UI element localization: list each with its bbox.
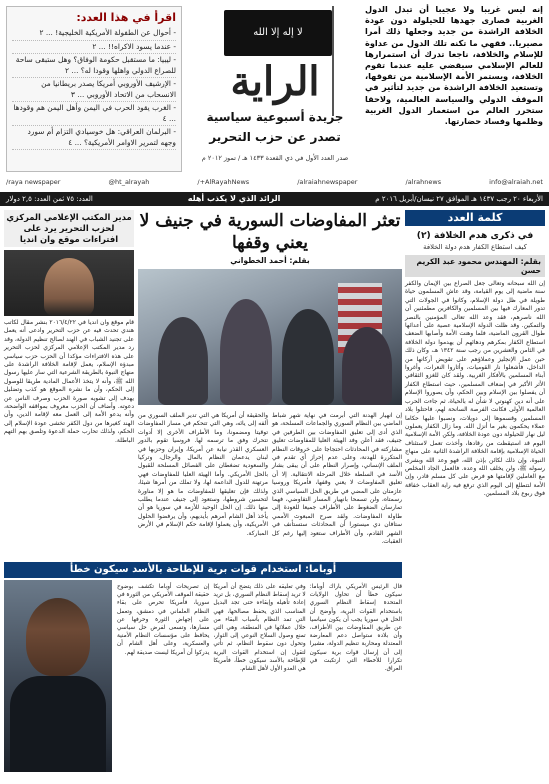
lead-body-columns xyxy=(138,409,402,547)
lead-author: بقلم: أحمد الخطواني xyxy=(230,256,310,265)
black-banner-flag: لا إله إلا الله xyxy=(224,10,332,56)
toc-title: اقرأ في هذا العدد: xyxy=(76,11,176,24)
twitter-link[interactable]: @ht_alrayah xyxy=(108,178,150,186)
masthead xyxy=(0,0,549,186)
newspaper-logo xyxy=(186,6,364,174)
toc-item[interactable]: - أحوال عن الطفولة الأمريكية الخليجية! ... ٢ xyxy=(12,27,176,41)
youtube-link[interactable]: /raya newspaper xyxy=(6,178,61,186)
bottom-article xyxy=(4,580,402,776)
toc-item[interactable]: - ليبيا: ما مستقبل حكومة الوفاق؟ وهل ستبقى ساحة للصراع الدولي واهلها وقودا له؟ ... ٢ xyxy=(12,54,176,78)
toc-item[interactable]: - البرلمان العراقي: هل خوسيادي التزام أم سورد وجهه لتمرير الاوامر الأمريكية؟ ... ٤ xyxy=(12,126,176,150)
news-headline[interactable]: مدير المكتب الإعلامي المركزي لحزب التحرير يرد على افتراءات موقع وان انديا xyxy=(4,210,134,247)
person-suit xyxy=(10,676,106,772)
email-link[interactable]: info@alraiah.net xyxy=(489,178,543,186)
spokesman-photo xyxy=(4,250,134,316)
article-author: بقلم: المهندس محمود عبد الكريم حسن xyxy=(405,255,545,277)
toc-item[interactable]: - الإرشيف الأوروبي أمريكا يصدر بريطانيا من الانسحاب من الاتحاد الأوروبي ... ٣ xyxy=(12,78,176,102)
web-link[interactable]: /alrahnews xyxy=(405,178,442,186)
founding-date: صدر العدد الأول في ذي القعدة ١٤٣٣ هـ / تموز ٢٠١٢ م xyxy=(201,154,349,162)
editorial-quote: إنه ليس غريبا ولا عجيبا أن تبدل الدول الغربية قصارى جهدها للحيلولة دون عودة الخلافة الراشدة من جديد وجعلها ذلك أمرا مصيريا.. فقهي ما تكنه تلك الدول من عداوة للإسلام والخلافة، ناجعا تدرك أن استمرارها للعالم الإسلامي سيقضي عليه عندما تقوم الخلافة، ويستمر الأمة الإسلامية من تفوقها، وتستعيد الخلافة الراشدة من جديد لتأثير في الموقف الدولي والسياسة العالمية، ولاحقا ستحرر العالم من استعمار الدول الغربية وظلمها وفساد حضارتها. xyxy=(365,4,543,127)
logo-wordmark: الراية xyxy=(230,58,320,105)
article-headline[interactable]: في ذكرى هدم الخلافة (٢) xyxy=(416,230,534,241)
bottom-body: إن تصريحات أوباما تكشف بوضوح حقيقة الموقف الأمريكي من الثورة في سوريا، فأمريكا تحرص على بقاء النظام العلماني في دمشق، وتعمل على إجهاض الثورة وحرفها عن مسارها، وتسعى لفرض حل سياسي يحافظ على مؤسسات النظام الأمنية والعسكرية، وعلى أهل الشام أن يدركوا أن أمريكا ليست صديقة لهم. xyxy=(117,584,210,656)
person-figure xyxy=(158,317,208,405)
editorial-column xyxy=(405,210,545,780)
date-bar xyxy=(0,192,549,206)
obama-photo xyxy=(4,580,112,772)
issue-number: العدد: ٧٥ ثمن العدد: ٢,٥ دولار xyxy=(6,195,93,203)
bottom-body-columns xyxy=(117,580,402,776)
slogan: الرائد الذي لا يكذب أهله xyxy=(187,194,281,203)
person-figure xyxy=(220,299,272,405)
social-links-bar xyxy=(0,178,549,190)
negotiations-photo xyxy=(138,269,402,405)
bottom-body: قال الرئيس الأمريكي باراك أوباما: سيكون خطأ أن تحاول الولايات المتحدة إسقاط النظام السوري باستخدام القوات البرية، وأوضح أن الحل في سوريا يجب أن يكون سياسيا عن طريق المفاوضات بين الأطراف، وأن بلاده ستواصل دعم المعارضة المعتدلة ومحاربة تنظيم الدولة، مشيرا إلى أن إرسال قوات برية سيكون تكرارا للأخطاء التي ارتكبت في العراق. xyxy=(309,584,402,673)
person-head xyxy=(26,598,90,676)
article-subheadline: كيف استطاع الكفار هدم دولة الخلافة xyxy=(423,243,527,251)
logo-subtitle: جريدة أسبوعية سياسية xyxy=(206,110,344,124)
lead-body: إن انهيار الهدنة التي أبرمت في نهاية شهر شباط الماضي بين النظام السوري والجماعات المسلحة، هو الذي أدى إلى تعليق المفاوضات بين الطرفين في جنيف، فقد أعلن وفد الهيئة العليا للمفاوضات تعليق مشاركته في المحادثات احتجاجا على خروقات النظام المتكررة للهدنة، وعلى عدم إحراز أي تقدم في الملف الإنساني، وإصرار النظام على أن يبقى بشار الأسد في السلطة خلال المرحلة الانتقالية. إلا أن تعليق المفاوضات لا يعني وقفها، فأمريكا وروسيا عازمتان على المضي في طريق الحل السياسي الذي رسمتاه، ولن تسمحا بانهيار المسار التفاوضي، فهما تمارسان الضغوط على الأطراف جميعا للعودة إلى طاولة المفاوضات. ولقد صرح المبعوث الأممي ستافان دي ميستورا أن المحادثات ستستأنف في الشهر القادم، وأن الأطراف ستعود إليها رغم كل العقبات. xyxy=(272,412,402,546)
lead-headline[interactable]: تعثر المفاوضات السورية في جنيف لا يعني وقفها xyxy=(139,211,401,253)
section-title: كلمة العدد xyxy=(405,210,545,226)
news-body: قام موقع وان انديا في ٢٠١٦/٤/٢٢ بنشر مقال لكاتب هندي تحدث فيه عن حزب التحرير وادعى أنه يعمل على تجنيد الشباب في الهند لصالح تنظيم الدولة، وقد رد مدير المكتب الإعلامي المركزي لحزب التحرير على هذه الافتراءات مؤكدا أن الحزب حزب سياسي مبدؤه الإسلام، يعمل لإقامة الخلافة الراشدة على منهاج النبوة بالطريقة الشرعية التي سار عليها رسول الله ﷺ، وأنه لا يتخذ الأعمال المادية طريقا للوصول إلى الحكم، وأن ما نشره الموقع هو كذب وتضليل يهدف إلى تشويه صورة الحزب وصرف الناس عن دعوته. وأضاف أن الحزب معروف بمواقفه الواضحة، وأنه يدعو الأمة إلى العمل معه لإقامة الدين، وأن الهند كغيرها من دول الكفر تخشى عودة الإسلام إلى الحكم، ولذلك تحارب حملة الدعوة وتلصق بهم التهم الباطلة. xyxy=(4,319,134,444)
person-figure xyxy=(342,327,392,405)
person-figure xyxy=(282,309,334,405)
google-plus-link[interactable]: /+AlRayahNews xyxy=(197,178,250,186)
toc-item[interactable]: - عندما يسود الاكراه!! ... ٢ xyxy=(12,41,176,55)
article-body: إن الله سبحانه وتعالى جعل الصراع بين الإيمان والكفر سنة ماضية إلى يوم القيامة، وقد عاش المسلمون حياة طويلة في ظل دولة الإسلام، وكانوا في الجولات التي تدور المعارك فيها بين المسلمين والكافرين مطمئنين أن الله ناصرهم، فقد وعد الله تعالى المؤمنين بالنصر والتمكين. وقد ظلت الدولة الإسلامية عصية على أعدائها طوال القرون الماضية، فلما وهنت الأمة وأصابها الضعف استطاع الكفار بمكرهم ودهائهم أن يهدموا دولة الخلافة في الثامن والعشرين من رجب سنة ١٣٤٢ هـ، وكان ذلك حين عمل الإنجليز وعملاؤهم على تقويض أركانها من الداخل، فأشعلوا نار القوميات، وأثاروا النعرات، وأغروا أبناء المسلمين بالأفكار الغربية. ولقد كان للغزو الثقافي الأثر الأكبر في إضعاف المسلمين، حيث استطاع الكفار أن يفصلوا بين الإسلام وبين الحكم، وأن يصوروا الإسلام على أنه دين كهنوتي لا شأن له بالحياة، ثم جاءت الحرب العالمية الأولى فكانت الفرصة السانحة لهم، فاحتلوا بلاد المسلمين وقسموها إلى دويلات، ونصبوا عليها حكاما عملاء يحكمون بغير ما أنزل الله. وما زال الكفار يعملون ليل نهار للحيلولة دون عودة الخلافة، ولكن الأمة الإسلامية اليوم قد استيقظت من رقادها، وأخذت تعمل لاستئناف الحياة الإسلامية بإقامة الخلافة الراشدة الثانية على منهاج النبوة، وإن ذلك لكائن بإذن الله، فهو وعد الله وبشرى رسوله ﷺ، ولن يخلف الله وعده. فالعمل الجاد المخلص مع العاملين لإقامتها هو فرض على كل مسلم قادر، وإن الأمة لتتطلع إلى اليوم الذي ترفع فيه راية العقاب خفاقة فوق ربوع بلاد المسلمين. xyxy=(405,280,546,498)
bottom-body: وفي تعليقه على ذلك يتضح أن أمريكا لا تريد إسقاط النظام السوري، بل تريد إعادة تأهيله وإبقاءه حتى تجد البديل المناسب الذي يحفظ مصالحها، فهي التي تمد النظام بأسباب البقاء من خلال عملائها في المنطقة، وهي التي تمنع وصول السلاح النوعي إلى الثوار، وتحول دون سقوط النظام، ثم تأتي لتقول إن استخدام القوات البرية للإطاحة بالأسد سيكون خطأ، فأمريكا هي العدو الأول لأهل الشام. xyxy=(213,584,306,673)
lead-body: والحقيقة أن أمريكا هي التي تدير الملف السوري من ألفه إلى يائه، وهي التي تتحكم في مسار المفاوضات توقيتا ومضمونا، وما الأطراف الأخرى إلا أدوات تتحرك وفق ما ترسمه لها. فروسيا تقوم بالدور العسكري القذر نيابة عن أمريكا، وإيران وحزبها في لبنان يدعمان النظام بالمال والرجال، وتركيا والسعودية تضغطان على الفصائل المسلحة للقبول بالحل الأمريكي. وأما الهيئة العليا للمفاوضات فهي مرتهنة للدول الداعمة لها، ولا تملك من أمرها شيئا، ولذلك فإن تعليقها للمفاوضات ما هو إلا مناورة لتحسين شروطها، وستعود إلى جنيف عندما يطلب منها ذلك. إن الحل الوحيد للأزمة في سوريا هو أن يأخذ أهل الشام أمرهم بأيديهم، وأن يرفضوا الحلول الأمريكية، وأن يعملوا لإقامة حكم الإسلام في الأرض المباركة. xyxy=(138,412,268,537)
person-portrait xyxy=(44,258,94,316)
news-column xyxy=(4,210,134,570)
bottom-headline[interactable]: أوباما: استخدام قوات برية للإطاحة بالأسد سيكون خطأ xyxy=(4,562,402,578)
logo-issuer: تصدر عن حزب التحرير xyxy=(209,130,341,144)
toc-item[interactable]: - الغرب يقود الحرب في اليمن وأهل اليمن هم وقودها ... ٤ xyxy=(12,102,176,126)
issue-date: الأربعاء ٢٠ رجب ١٤٣٧ هـ الموافق ٢٧ نيسان/أبريل ٢٠١٦ م xyxy=(375,195,543,203)
table-of-contents xyxy=(6,6,182,172)
facebook-link[interactable]: /alraiahnewspaper xyxy=(297,178,358,186)
